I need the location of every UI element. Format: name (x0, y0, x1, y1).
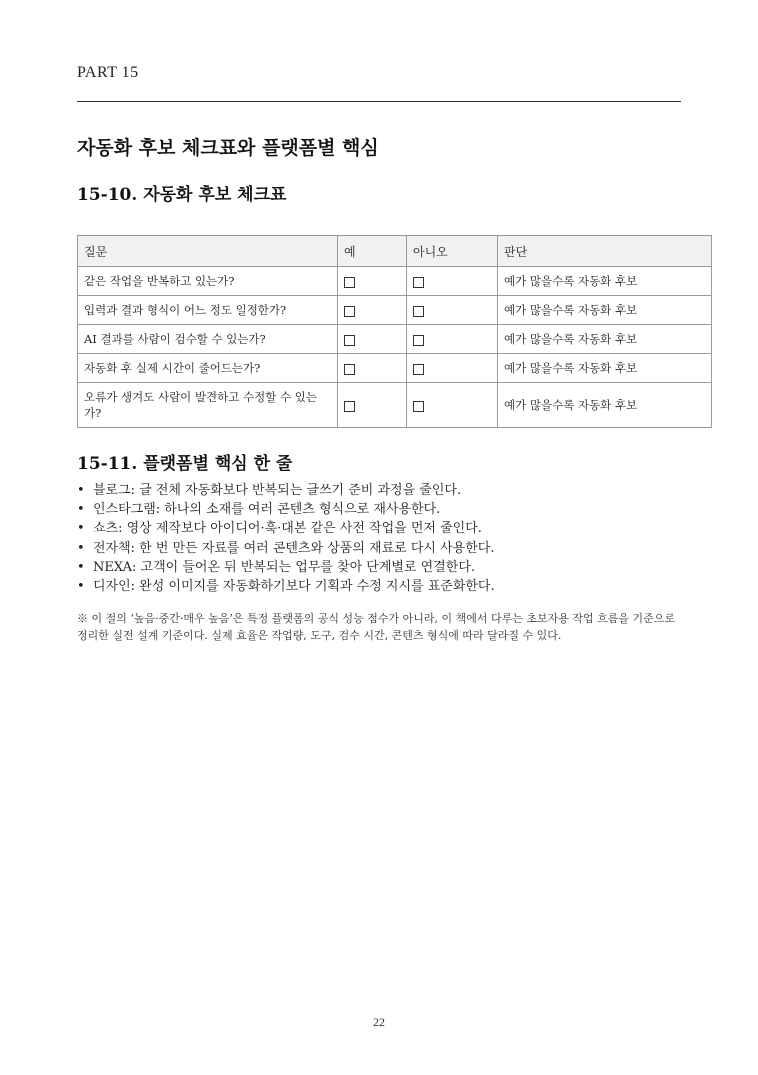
checkbox-icon (413, 335, 424, 346)
footnote: ※ 이 절의 ‘높음·중간·매우 높음’은 특정 플랫폼의 공식 성능 점수가 아니라, 이 책에서 다루는 초보자용 작업 흐름을 기준으로 정리한 실전 설계 기준이다. 실제 효율은 작업량, 도구, 검수 시간, 콘텐츠 형식에 따라 달라질 수 있다. (77, 612, 675, 642)
yes-checkbox[interactable] (338, 325, 407, 354)
list-item (77, 539, 495, 558)
question-cell: 자동화 후 실제 시간이 줄어드는가? (78, 354, 338, 383)
checkbox-icon (344, 335, 355, 346)
checkbox-icon (413, 364, 424, 375)
bullet-icon: • (77, 521, 85, 537)
table-row (78, 383, 712, 428)
list-item (77, 558, 495, 577)
judgment-cell: 예가 많을수록 자동화 후보 (498, 354, 712, 383)
checkbox-icon (413, 277, 424, 288)
bullet-icon: • (77, 502, 85, 518)
no-checkbox[interactable] (407, 354, 498, 383)
list-item (77, 577, 495, 596)
part-label: PART 15 (77, 64, 139, 81)
list-item-text: 쇼츠: 영상 제작보다 아이디어·훅·대본 같은 사전 작업을 먼저 줄인다. (93, 521, 482, 537)
checkbox-icon (344, 401, 355, 412)
question-cell: 같은 작업을 반복하고 있는가? (78, 267, 338, 296)
yes-checkbox[interactable] (338, 354, 407, 383)
column-header-judgment: 판단 (498, 236, 712, 267)
list-item (77, 519, 495, 538)
checkbox-icon (344, 364, 355, 375)
judgment-cell: 예가 많을수록 자동화 후보 (498, 267, 712, 296)
chapter-title: 자동화 후보 체크표와 플랫폼별 핵심 (77, 137, 379, 159)
list-item-text: 블로그: 글 전체 자동화보다 반복되는 글쓰기 준비 과정을 줄인다. (93, 483, 462, 498)
section-title-checklist: 15-10. 자동화 후보 체크표 (77, 185, 287, 205)
checkbox-icon (344, 277, 355, 288)
table-row (78, 325, 712, 354)
automation-checklist-table (77, 235, 712, 428)
list-item-text: 인스타그램: 하나의 소재를 여러 콘텐츠 형식으로 재사용한다. (93, 502, 441, 518)
bullet-icon: • (77, 483, 85, 498)
yes-checkbox[interactable] (338, 267, 407, 296)
list-item-text: 전자책: 한 번 만든 자료를 여러 콘텐츠와 상품의 재료로 다시 사용한다. (93, 540, 495, 556)
question-cell: 오류가 생겨도 사람이 발견하고 수정할 수 있는가? (78, 383, 338, 428)
judgment-cell: 예가 많을수록 자동화 후보 (498, 296, 712, 325)
column-header-no: 아니오 (407, 236, 498, 267)
no-checkbox[interactable] (407, 325, 498, 354)
checkbox-icon (413, 306, 424, 317)
bullet-icon: • (77, 578, 85, 594)
platform-list (77, 481, 495, 596)
bullet-icon: • (77, 540, 85, 556)
table-row (78, 354, 712, 383)
judgment-cell: 예가 많을수록 자동화 후보 (498, 325, 712, 354)
list-item-text: 디자인: 완성 이미지를 자동화하기보다 기획과 수정 지시를 표준화한다. (93, 578, 495, 594)
table-row (78, 296, 712, 325)
no-checkbox[interactable] (407, 383, 498, 428)
judgment-cell: 예가 많을수록 자동화 후보 (498, 383, 712, 428)
header-divider (77, 101, 681, 102)
list-item (77, 481, 495, 500)
checkbox-icon (344, 306, 355, 317)
question-cell: AI 결과를 사람이 검수할 수 있는가? (78, 325, 338, 354)
no-checkbox[interactable] (407, 267, 498, 296)
page-number: 22 (373, 1015, 385, 1029)
checkbox-icon (413, 401, 424, 412)
column-header-question: 질문 (78, 236, 338, 267)
yes-checkbox[interactable] (338, 296, 407, 325)
question-cell: 입력과 결과 형식이 어느 정도 일정한가? (78, 296, 338, 325)
section-title-platforms: 15-11. 플랫폼별 핵심 한 줄 (77, 454, 293, 474)
bullet-icon: • (77, 559, 85, 575)
yes-checkbox[interactable] (338, 383, 407, 428)
table-header-row (78, 236, 712, 267)
list-item (77, 500, 495, 519)
list-item-text: NEXA: 고객이 들어온 뒤 반복되는 업무를 찾아 단계별로 연결한다. (93, 559, 476, 575)
table-row (78, 267, 712, 296)
column-header-yes: 예 (338, 236, 407, 267)
no-checkbox[interactable] (407, 296, 498, 325)
